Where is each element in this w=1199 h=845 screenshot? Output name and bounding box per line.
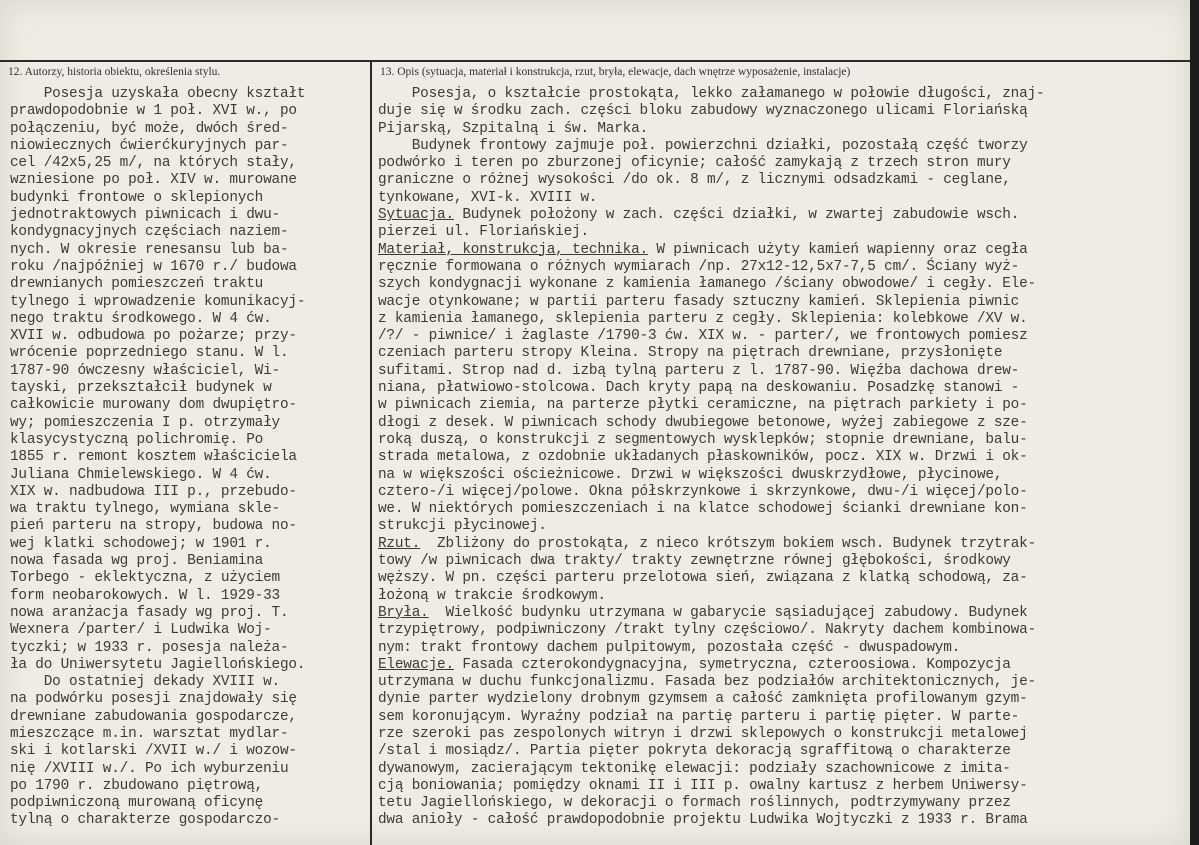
line-text: graniczne o różnej wysokości /do ok. 8 m/, z licznymi odsadzkami - ceglane, xyxy=(378,172,1011,189)
text-line xyxy=(378,345,1186,362)
line-text: węższy. W pn. części parteru przelotowa sień, związana z klatką schodową, za- xyxy=(378,570,1028,587)
text-line: na podwórku posesji znajdowały się xyxy=(10,691,297,708)
text-line: tayski, przekształcił budynek w xyxy=(10,380,272,397)
text-line: wy; pomieszczenia I p. otrzymały xyxy=(10,414,280,431)
text-line: drewniane zabudowania gospodarcze, xyxy=(10,708,297,725)
text-line: Do ostatniej dekady XVIII w. xyxy=(10,674,280,691)
line-text: roką duszą, o konstrukcji z segmentowych wysklepków; stopnie drewniane, balu- xyxy=(378,431,1028,448)
text-line xyxy=(378,484,1186,501)
text-line xyxy=(378,242,1186,259)
line-text: strukcji płycinowej. xyxy=(378,518,547,535)
column-divider xyxy=(370,60,372,845)
line-text: pierzei ul. Floriańskiej. xyxy=(378,224,589,241)
text-line xyxy=(378,172,1186,189)
text-line: budynki frontowe o sklepionych xyxy=(10,189,264,206)
text-line xyxy=(378,259,1186,276)
text-line: klasycystyczną polichromię. Po xyxy=(10,431,264,448)
line-text: Zbliżony do prostokąta, z nieco krótszym bokiem wsch. Budynek trzytrak- xyxy=(420,535,1037,552)
line-text: na w większości ościeżnicowe. Drzwi w większości dwuskrzydłowe, płycinowe, xyxy=(378,466,1003,483)
text-line xyxy=(378,657,1186,674)
line-text: Budynek frontowy zajmuje poł. powierzchni działki, pozostałą część tworzy xyxy=(378,137,1028,154)
description-column xyxy=(378,86,1186,830)
text-line xyxy=(378,207,1186,224)
line-text: Posesja, o kształcie prostokąta, lekko załamanego w połowie długości, znaj- xyxy=(378,86,1045,102)
text-line xyxy=(378,518,1186,535)
left-column-header: 12. Autorzy, historia obiektu, określenia stylu. xyxy=(8,66,221,78)
text-line xyxy=(378,605,1186,622)
line-text: z kamienia łamanego, sklepienia parteru z cegły. Sklepienia: kolebkowe /XV w. xyxy=(378,310,1028,327)
text-line: pień parteru na stropy, budowa no- xyxy=(10,518,297,535)
text-line xyxy=(378,709,1186,726)
line-text: Fasada czterokondygnacyjna, symetryczna, czteroosiowa. Kompozycja xyxy=(453,656,1011,673)
line-text: tynkowane, XVI-k. XVIII w. xyxy=(378,189,598,206)
text-line: tylnego i wprowadzenie komunikacyj- xyxy=(10,293,306,310)
section-heading: Sytuacja. xyxy=(378,207,454,224)
top-rule xyxy=(0,60,1190,62)
text-line xyxy=(378,155,1186,172)
text-line: całkowicie murowany dom dwupiętro- xyxy=(10,397,297,414)
line-text: ręcznie formowana o różnych wymiarach /np. 27x12-12,5x7-7,5 cm/. Ściany wyż- xyxy=(378,258,1020,275)
text-line xyxy=(378,761,1186,778)
line-text: cztero-/i więcej/polowe. Okna półskrzynkowe i skrzynkowe, dwu-/i więcej/polo- xyxy=(378,483,1028,500)
text-line: Posesja uzyskała obecny kształt xyxy=(10,86,306,102)
text-line: wa traktu tylnego, wymiana skle- xyxy=(10,501,280,518)
text-line: ła do Uniwersytetu Jagiellońskiego. xyxy=(10,656,306,673)
line-text: dłogi z desek. W piwnicach schody dwubiegowe betonowe, wyżej zabiegowe z sze- xyxy=(378,414,1028,431)
text-line xyxy=(378,674,1186,691)
text-line xyxy=(378,103,1186,120)
text-line xyxy=(378,553,1186,570)
text-line: XIX w. nadbudowa III p., przebudo- xyxy=(10,483,297,500)
line-text: czeniach parteru stropy Kleina. Stropy na piętrach drewniane, przysłonięte xyxy=(378,345,1003,362)
text-line: ski i kotlarski /XVII w./ i wozow- xyxy=(10,743,297,760)
line-text: Wielkość budynku utrzymana w gabarycie sąsiadującej zabudowy. Budynek xyxy=(428,604,1028,621)
line-text: w piwnicach ziemia, na parterze płytki ceramiczne, na piętrach parkiety i po- xyxy=(378,397,1028,414)
text-line: roku /najpóźniej w 1670 r./ budowa xyxy=(10,258,297,275)
text-line xyxy=(378,726,1186,743)
section-heading: Bryła. xyxy=(378,604,429,621)
text-line xyxy=(378,622,1186,639)
text-line xyxy=(378,397,1186,414)
text-line: Torbego - eklektyczna, z użyciem xyxy=(10,570,280,587)
line-text: niana, płatwiowo-stolcowa. Dach kryty papą na deskowaniu. Posadzkę stanowi - xyxy=(378,380,1020,397)
line-text: dwa anioły - całość prawdopodobnie projektu Ludwika Wojtyczki z 1933 r. Brama xyxy=(378,812,1028,829)
line-text: nym: trakt frontowy dachem pulpitowym, pozostała część - dwuspadowym. xyxy=(378,639,961,656)
text-line xyxy=(378,415,1186,432)
text-line xyxy=(378,86,1186,103)
line-text: tetu Jagiellońskiego, w dekoracji o formach roślinnych, podtrzymywany przez xyxy=(378,795,1011,812)
line-text: utrzymana w duchu funkcjonalizmu. Fasada bez podziałów architektonicznych, je- xyxy=(378,674,1036,691)
line-text: sem koronującym. Wyraźny podział na partię parteru i partię pięter. W parte- xyxy=(378,708,1020,725)
history-column xyxy=(10,86,368,830)
text-line xyxy=(378,432,1186,449)
text-line: nych. W okresie renesansu lub ba- xyxy=(10,241,289,258)
text-line xyxy=(378,121,1186,138)
text-line: 1787-90 ówczesny właściciel, Wi- xyxy=(10,362,280,379)
text-line xyxy=(378,570,1186,587)
section-heading: Materiał, konstrukcja, technika. xyxy=(378,241,648,258)
section-heading: Elewacje. xyxy=(378,656,454,673)
text-line xyxy=(378,743,1186,760)
text-line: prawdopodobnie w 1 poł. XVI w., po xyxy=(10,103,297,120)
line-text: dywanowym, zacierającym tektonikę elewacji: podziały szachownicowe z imita- xyxy=(378,760,1011,777)
line-text: towy /w piwnicach dwa trakty/ trakty zewnętrzne równej głębokości, środkowy xyxy=(378,553,1011,570)
line-text: sufitami. Strop nad d. izbą tylną parteru z l. 1787-90. Więźba dachowa drew- xyxy=(378,362,1020,379)
text-line: po 1790 r. zbudowano piętrową, xyxy=(10,777,264,794)
text-line: mieszczące m.in. warsztat mydlar- xyxy=(10,725,289,742)
text-line xyxy=(378,190,1186,207)
text-line xyxy=(378,467,1186,484)
text-line: tylną o charakterze gospodarczo- xyxy=(10,812,280,829)
line-text: Pijarską, Szpitalną i św. Marka. xyxy=(378,120,648,137)
text-line xyxy=(378,380,1186,397)
text-line: tyczki; w 1933 r. posesja należa- xyxy=(10,639,289,656)
text-line: wej klatki schodowej; w 1901 r. xyxy=(10,535,272,552)
text-line xyxy=(378,536,1186,553)
text-line: cel /42x5,25 m/, na których stały, xyxy=(10,155,297,172)
text-line: Juliana Chmielewskiego. W 4 ćw. xyxy=(10,466,272,483)
text-line xyxy=(378,311,1186,328)
line-text: we. W niektórych pomieszczeniach i na klatce schodowej ścianki drewniane kon- xyxy=(378,501,1028,518)
text-line xyxy=(378,795,1186,812)
section-heading: Rzut. xyxy=(378,535,421,552)
text-line xyxy=(378,328,1186,345)
line-text: W piwnicach użyty kamień wapienny oraz cegła xyxy=(647,241,1028,258)
line-text: łożoną w trakcie środkowym. xyxy=(378,587,606,604)
line-text: Budynek położony w zach. części działki, w zwartej zabudowie wsch. xyxy=(453,207,1020,224)
text-line xyxy=(378,812,1186,829)
text-line xyxy=(378,224,1186,241)
text-line: Wexnera /parter/ i Ludwika Woj- xyxy=(10,622,272,639)
text-line: form neobarokowych. W l. 1929-33 xyxy=(10,587,280,604)
text-line xyxy=(378,449,1186,466)
text-line: nego traktu środkowego. W 4 ćw. xyxy=(10,310,272,327)
line-text: /?/ - piwnice/ i żaglaste /1790-3 ćw. XIX w. - parter/, we frontowych pomiesz xyxy=(378,328,1028,345)
text-line: nię /XVIII w./. Po ich wyburzeniu xyxy=(10,760,289,777)
text-line xyxy=(378,138,1186,155)
text-line: wzniesione po poł. XIV w. murowane xyxy=(10,172,297,189)
text-line: podpiwniczoną murowaną oficynę xyxy=(10,795,264,812)
line-text: rze szeroki pas zespolonych witryn i drzwi sklepowych o konstrukcji metalowej xyxy=(378,725,1028,742)
line-text: podwórko i teren po zburzonej oficynie; całość zamykają z trzech stron mury xyxy=(378,155,1011,172)
right-column-header: 13. Opis (sytuacja, materiał i konstrukcja, rzut, bryła, elewacje, dach wnętrze wyposażenie, instalacje) xyxy=(380,66,851,78)
line-text: duje się w środku zach. części bloku zabudowy wyznaczonego ulicami Floriańską xyxy=(378,103,1028,120)
text-line: drewnianych pomieszczeń traktu xyxy=(10,276,264,293)
line-text: dynie parter wydzielony drobnym gzymsem a całość zamknięta profilowanym gzym- xyxy=(378,691,1028,708)
line-text: /stal i mosiądz/. Partia pięter pokryta dekoracją sgraffitową o charakterze xyxy=(378,743,1011,760)
text-line xyxy=(378,363,1186,380)
text-line xyxy=(378,640,1186,657)
line-text: strada metalowa, z ozdobnie układanych płaskowników, pocz. XIX w. Drzwi i ok- xyxy=(378,449,1028,466)
text-line: niowiecznych ćwierćkuryjnych par- xyxy=(10,137,289,154)
text-line xyxy=(378,691,1186,708)
line-text: trzypiętrowy, podpiwniczony /trakt tylny częściowo/. Nakryty dachem kombinowa- xyxy=(378,622,1036,639)
text-line: 1855 r. remont kosztem właściciela xyxy=(10,449,297,466)
text-line: jednotraktowych piwnicach i dwu- xyxy=(10,207,280,224)
text-line: nowa aranżacja fasady wg proj. T. xyxy=(10,604,289,621)
text-line: nowa fasada wg proj. Beniamina xyxy=(10,553,264,570)
text-line: kondygnacyjnych częściach naziem- xyxy=(10,224,289,241)
text-line: połączeniu, być może, dwóch śred- xyxy=(10,120,289,137)
line-text: wacje otynkowane; w partii parteru fasady sztuczny kamień. Sklepienia piwnic xyxy=(378,293,1020,310)
line-text: cją boniowania; pomiędzy oknami II i III p. owalny kartusz z herbem Uniwersy- xyxy=(378,777,1028,794)
text-line xyxy=(378,588,1186,605)
text-line: wrócenie poprzedniego stanu. W l. xyxy=(10,345,289,362)
text-line xyxy=(378,276,1186,293)
text-line xyxy=(378,294,1186,311)
text-line xyxy=(378,778,1186,795)
line-text: szych kondygnacji wykonane z kamienia łamanego /ściany obwodowe/ i cegły. Ele- xyxy=(378,276,1036,293)
text-line: XVII w. odbudowa po pożarze; przy- xyxy=(10,328,297,345)
text-line xyxy=(378,501,1186,518)
